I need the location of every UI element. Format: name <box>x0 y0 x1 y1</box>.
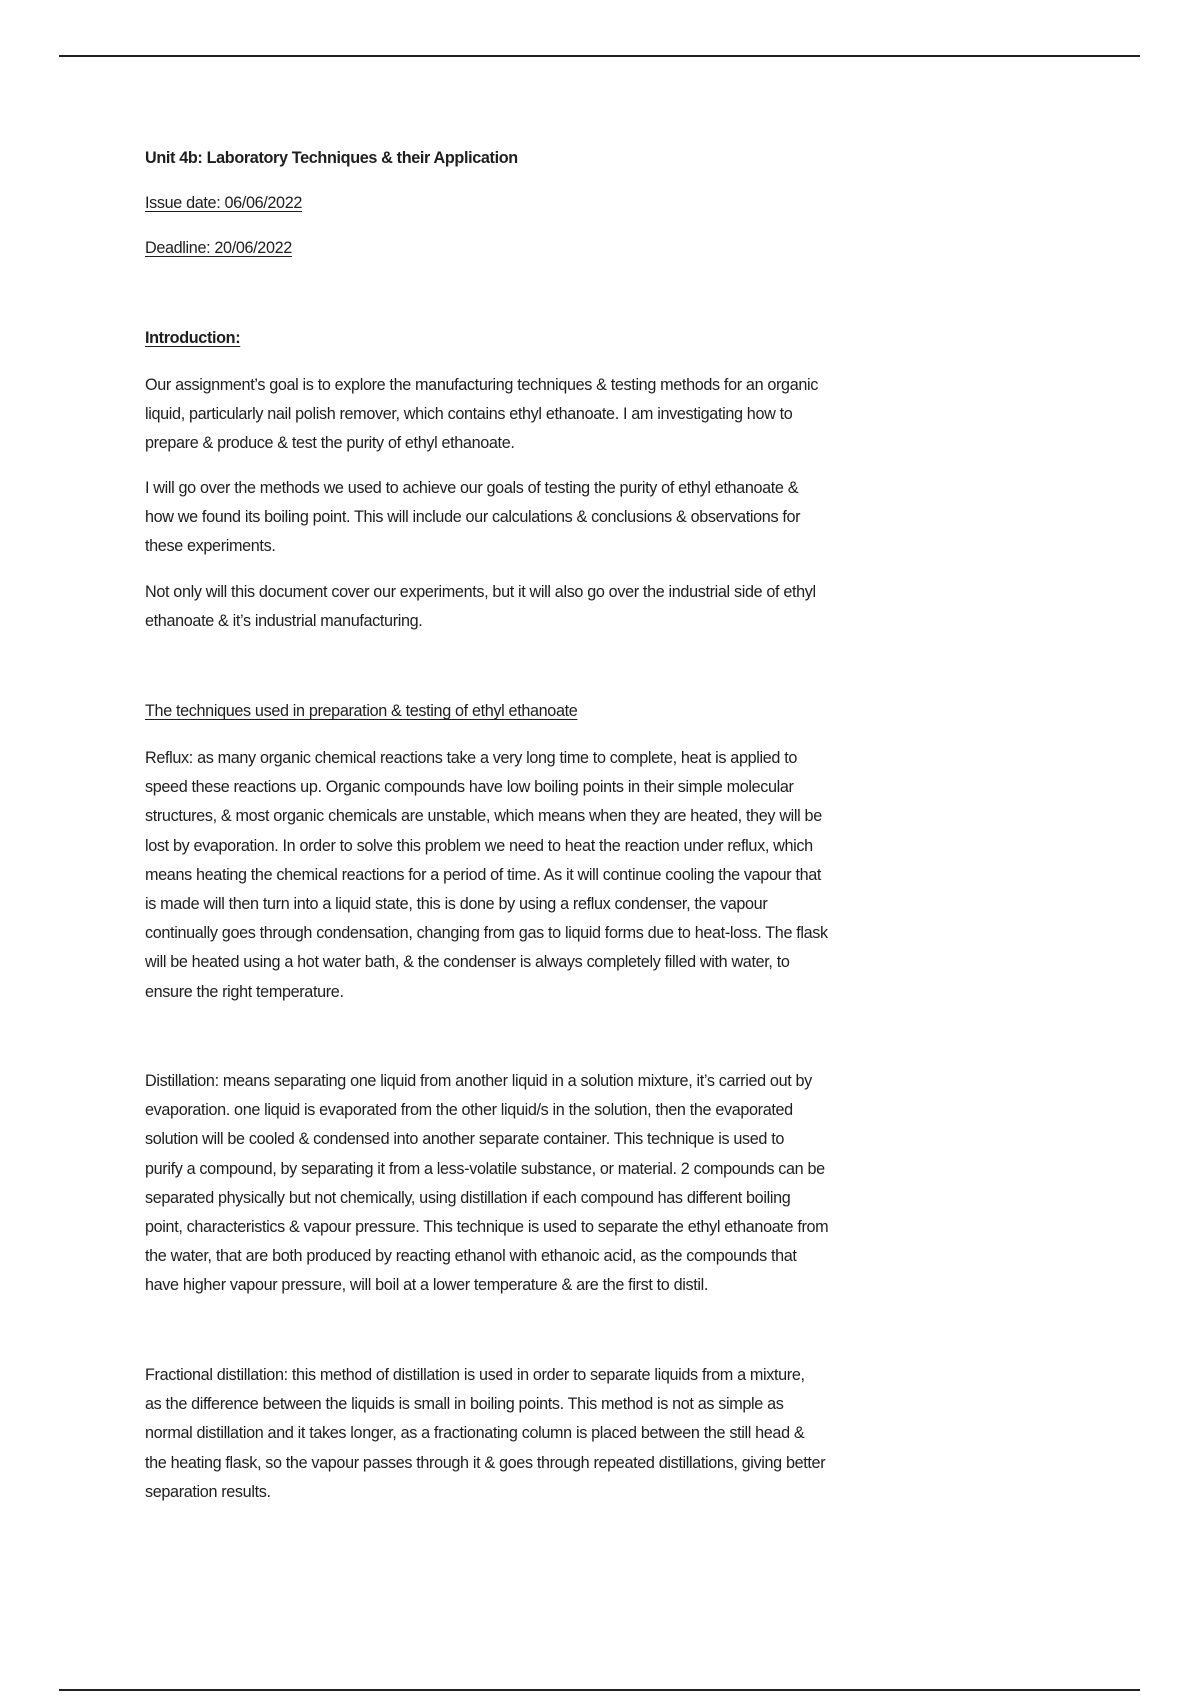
text-line: the heating flask, so the vapour passes through it & goes through repeated distillations, giving better <box>145 1453 826 1472</box>
text-line: as the difference between the liquids is small in boiling points. This method is not as simple as <box>145 1395 784 1414</box>
text-line: the water, that are both produced by reacting ethanol with ethanoic acid, as the compounds that <box>145 1247 797 1266</box>
text-line: prepare & produce & test the purity of ethyl ethanoate. <box>145 434 515 453</box>
text-line: ensure the right temperature. <box>145 982 344 1001</box>
text-line: Reflux: as many organic chemical reactions take a very long time to complete, heat is applied to <box>145 749 798 767</box>
fractional-distillation-paragraph <box>145 1361 825 1507</box>
intro-paragraph <box>145 371 818 459</box>
issue-date: Issue date: 06/06/2022 <box>145 194 303 212</box>
techniques-heading: The techniques used in preparation & testing of ethyl ethanoate <box>145 702 578 720</box>
deadline: Deadline: 20/06/2022 <box>145 239 292 257</box>
text-line: separation results. <box>145 1482 271 1501</box>
intro-paragraph <box>145 578 816 636</box>
text-line: solution will be cooled & condensed into another separate container. This technique is used to <box>145 1130 785 1149</box>
reflux-paragraph <box>145 744 828 1007</box>
text-line: Distillation: means separating one liquid from another liquid in a solution mixture, it’s carried out by <box>145 1072 812 1090</box>
footer-rule <box>59 1689 1140 1691</box>
text-line: I will go over the methods we used to achieve our goals of testing the purity of ethyl ethanoate & <box>145 479 799 497</box>
text-line: continually goes through condensation, changing from gas to liquid forms due to heat-loss. The flask <box>145 924 828 943</box>
text-line: means heating the chemical reactions for a period of time. As it will continue cooling the vapour that <box>145 865 822 884</box>
text-line: purify a compound, by separating it from a less-volatile substance, or material. 2 compounds can be <box>145 1159 825 1178</box>
document-title: Unit 4b: Laboratory Techniques & their Application <box>145 149 518 167</box>
text-line: structures, & most organic chemicals are unstable, which means when they are heated, they will be <box>145 807 822 826</box>
header-rule <box>59 55 1140 57</box>
introduction-heading: Introduction: <box>145 329 241 347</box>
intro-paragraph <box>145 474 800 562</box>
text-line: ethanoate & it’s industrial manufacturing. <box>145 612 423 631</box>
text-line: speed these reactions up. Organic compounds have low boiling points in their simple molecular <box>145 778 794 797</box>
text-line: Our assignment’s goal is to explore the manufacturing techniques & testing methods for an organic <box>145 376 819 394</box>
text-line: liquid, particularly nail polish remover, which contains ethyl ethanoate. I am investigating how to <box>145 405 793 424</box>
text-line: have higher vapour pressure, will boil at a lower temperature & are the first to distil. <box>145 1276 709 1295</box>
text-line: Fractional distillation: this method of distillation is used in order to separate liquids from a mixture, <box>145 1366 805 1384</box>
text-line: evaporation. one liquid is evaporated from the other liquid/s in the solution, then the evaporated <box>145 1101 793 1120</box>
text-line: separated physically but not chemically, using distillation if each compound has different boiling <box>145 1188 791 1207</box>
text-line: point, characteristics & vapour pressure. This technique is used to separate the ethyl ethanoate from <box>145 1218 829 1237</box>
text-line: is made will then turn into a liquid state, this is done by using a reflux condenser, the vapour <box>145 895 768 914</box>
text-line: these experiments. <box>145 537 276 556</box>
text-line: normal distillation and it takes longer, as a fractionating column is placed between the still head & <box>145 1424 805 1443</box>
distillation-paragraph <box>145 1067 828 1301</box>
text-line: Not only will this document cover our experiments, but it will also go over the industrial side of ethyl <box>145 583 816 601</box>
text-line: how we found its boiling point. This will include our calculations & conclusions & observations for <box>145 508 801 527</box>
text-line: will be heated using a hot water bath, & the condenser is always completely filled with water, to <box>145 953 790 972</box>
text-line: lost by evaporation. In order to solve this problem we need to heat the reaction under reflux, which <box>145 836 813 855</box>
